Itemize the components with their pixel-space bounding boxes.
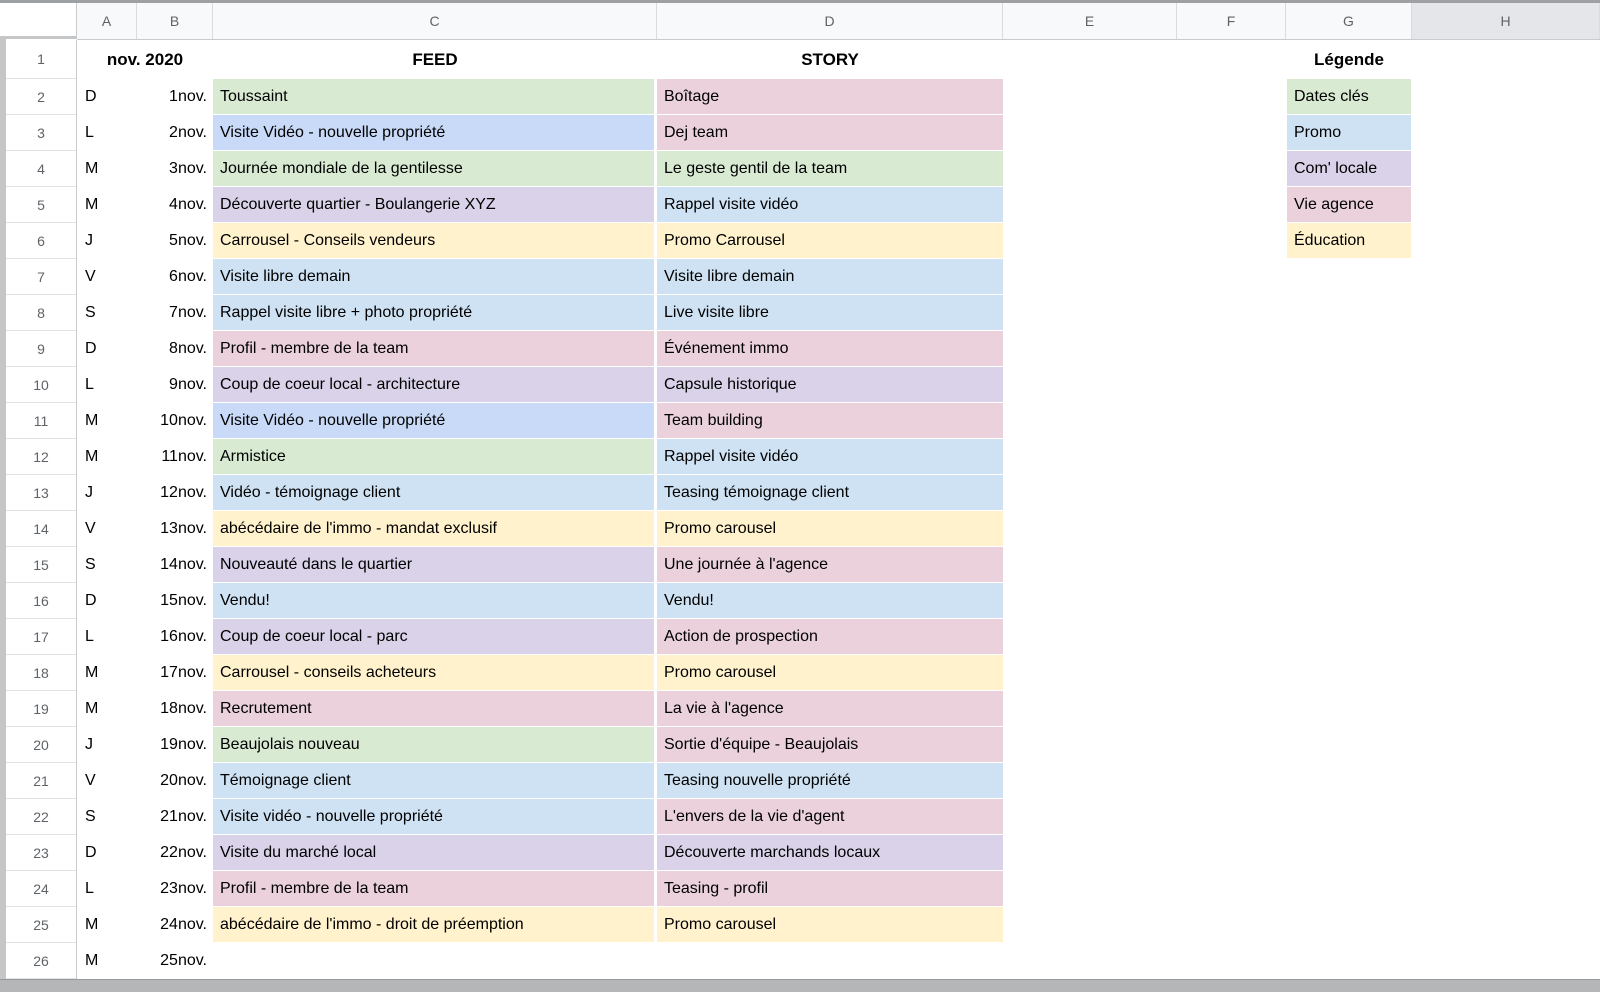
cell-feed-header[interactable]: FEED — [412, 49, 458, 69]
sheet-row-2 — [77, 79, 1003, 115]
cell-story-18[interactable] — [657, 655, 1003, 691]
cell-date-22[interactable]: 21nov. — [160, 808, 207, 825]
row-number-3[interactable]: 3 — [6, 115, 76, 151]
cell-date-23[interactable]: 22nov. — [160, 844, 207, 861]
feed-fill-13: Vidéo - témoignage client — [213, 475, 654, 510]
cell-date-8[interactable]: 7nov. — [169, 304, 207, 321]
story-fill-19: La vie à l'agence — [657, 691, 1003, 726]
cell-story-5[interactable] — [657, 187, 1003, 223]
story-fill-7: Visite libre demain — [657, 259, 1003, 294]
sheet-row-10 — [77, 367, 1003, 403]
cell-story-22[interactable] — [657, 799, 1003, 835]
cell-story-15[interactable] — [657, 547, 1003, 583]
feed-fill-10: Coup de coeur local - architecture — [213, 367, 654, 402]
story-fill-21: Teasing nouvelle propriété — [657, 763, 1003, 798]
sheet-row-11 — [77, 403, 1003, 439]
feed-fill-23: Visite du marché local — [213, 835, 654, 870]
cell-feed-12[interactable] — [213, 439, 657, 475]
cell-legend-title[interactable]: Légende — [1314, 49, 1384, 69]
cell-date-20[interactable]: 19nov. — [160, 736, 207, 753]
story-fill-20: Sortie d'équipe - Beaujolais — [657, 727, 1003, 762]
column-header-F[interactable]: F — [1177, 3, 1286, 39]
feed-fill-17: Coup de coeur local - parc — [213, 619, 654, 654]
sheet-row-8 — [77, 295, 1003, 331]
feed-fill-22: Visite vidéo - nouvelle propriété — [213, 799, 654, 834]
feed-fill-12: Armistice — [213, 439, 654, 474]
cell-day-3[interactable]: L — [85, 124, 94, 141]
calendar-rows — [77, 79, 1003, 979]
cell-day-13[interactable]: J — [85, 484, 93, 501]
cell-date-14[interactable]: 13nov. — [160, 520, 207, 537]
story-fill-23: Découverte marchands locaux — [657, 835, 1003, 870]
row-number-7[interactable]: 7 — [6, 259, 76, 295]
cell-story-12[interactable] — [657, 439, 1003, 475]
story-fill-12: Rappel visite vidéo — [657, 439, 1003, 474]
column-header-C[interactable]: C — [213, 3, 657, 39]
cell-feed-6[interactable] — [213, 223, 657, 259]
column-header-H[interactable]: H — [1412, 3, 1600, 39]
cell-day-18[interactable]: M — [85, 664, 99, 681]
cell-story-2[interactable] — [657, 79, 1003, 115]
sheet-row-19 — [77, 691, 1003, 727]
sheet-row-6 — [77, 223, 1003, 259]
cell-date-25[interactable]: 24nov. — [160, 916, 207, 933]
cell-story-21[interactable] — [657, 763, 1003, 799]
cell-day-14[interactable]: V — [85, 520, 96, 537]
column-header-G[interactable]: G — [1286, 3, 1412, 39]
legend-item-3[interactable]: Com' locale — [1287, 151, 1411, 186]
row-number-5[interactable]: 5 — [6, 187, 76, 223]
sheet-row-5 — [77, 187, 1003, 223]
cell-feed-2[interactable] — [213, 79, 657, 115]
sheet-row-20 — [77, 727, 1003, 763]
cell-day-11[interactable]: M — [85, 412, 99, 429]
column-header-B[interactable]: B — [137, 3, 213, 39]
cell-date-21[interactable]: 20nov. — [160, 772, 207, 789]
sheet-row-1 — [77, 40, 1600, 79]
cell-day-6[interactable]: J — [85, 232, 93, 249]
cell-story-3[interactable] — [657, 115, 1003, 151]
column-header-E[interactable]: E — [1003, 3, 1177, 39]
cell-date-15[interactable]: 14nov. — [160, 556, 207, 573]
cell-day-8[interactable]: S — [85, 304, 96, 321]
row-number-6[interactable]: 6 — [6, 223, 76, 259]
cell-story-23[interactable] — [657, 835, 1003, 871]
feed-fill-6: Carrousel - Conseils vendeurs — [213, 223, 654, 258]
cell-day-5[interactable]: M — [85, 196, 99, 213]
cell-day-21[interactable]: V — [85, 772, 96, 789]
row-number-15[interactable]: 15 — [6, 547, 76, 583]
cell-day-22[interactable]: S — [85, 808, 96, 825]
cell-feed-3[interactable] — [213, 115, 657, 151]
cell-story-8[interactable] — [657, 295, 1003, 331]
cell-feed-14[interactable] — [213, 511, 657, 547]
row-number-25[interactable]: 25 — [6, 907, 76, 943]
cell-story-13[interactable] — [657, 475, 1003, 511]
feed-fill-15: Nouveauté dans le quartier — [213, 547, 654, 582]
sheet-row-4 — [77, 151, 1003, 187]
story-fill-6: Promo Carrousel — [657, 223, 1003, 258]
row-number-4[interactable]: 4 — [6, 151, 76, 187]
feed-fill-4: Journée mondiale de la gentilesse — [213, 151, 654, 186]
cell-story-17[interactable] — [657, 619, 1003, 655]
cell-day-12[interactable]: M — [85, 448, 99, 465]
row-number-21[interactable]: 21 — [6, 763, 76, 799]
cell-feed-24[interactable] — [213, 871, 657, 907]
story-fill-17: Action de prospection — [657, 619, 1003, 654]
column-header-A[interactable]: A — [77, 3, 137, 39]
feed-fill-7: Visite libre demain — [213, 259, 654, 294]
cell-date-2[interactable]: 1nov. — [169, 88, 207, 105]
feed-fill-24: Profil - membre de la team — [213, 871, 654, 906]
feed-fill-8: Rappel visite libre + photo propriété — [213, 295, 654, 330]
cell-feed-5[interactable] — [213, 187, 657, 223]
cell-feed-18[interactable] — [213, 655, 657, 691]
cell-feed-17[interactable] — [213, 619, 657, 655]
cell-day-4[interactable]: M — [85, 160, 99, 177]
cell-story-6[interactable] — [657, 223, 1003, 259]
story-fill-16: Vendu! — [657, 583, 1003, 618]
sheet-row-7 — [77, 259, 1003, 295]
legend-item-1[interactable]: Dates clés — [1287, 79, 1411, 114]
cell-day-25[interactable]: M — [85, 916, 99, 933]
cell-date-18[interactable]: 17nov. — [160, 664, 207, 681]
feed-fill-16: Vendu! — [213, 583, 654, 618]
story-fill-9: Événement immo — [657, 331, 1003, 366]
cell-story-16[interactable] — [657, 583, 1003, 619]
story-fill-4: Le geste gentil de la team — [657, 151, 1003, 186]
legend-item-2[interactable]: Promo — [1287, 115, 1411, 150]
sheet-row-14 — [77, 511, 1003, 547]
story-fill-22: L'envers de la vie d'agent — [657, 799, 1003, 834]
row-number-26[interactable]: 26 — [6, 943, 76, 979]
sheet-row-21 — [77, 763, 1003, 799]
sheet-row-18 — [77, 655, 1003, 691]
story-fill-2: Boîtage — [657, 79, 1003, 114]
row-number-13[interactable]: 13 — [6, 475, 76, 511]
cell-feed-10[interactable] — [213, 367, 657, 403]
cell-day-16[interactable]: D — [85, 592, 97, 609]
row-number-23[interactable]: 23 — [6, 835, 76, 871]
column-header-D[interactable]: D — [657, 3, 1003, 39]
cell-date-24[interactable]: 23nov. — [160, 880, 207, 897]
sheet-row-9 — [77, 331, 1003, 367]
story-fill-8: Live visite libre — [657, 295, 1003, 330]
cell-story-14[interactable] — [657, 511, 1003, 547]
story-fill-18: Promo carousel — [657, 655, 1003, 690]
feed-fill-20: Beaujolais nouveau — [213, 727, 654, 762]
cell-date-5[interactable]: 4nov. — [169, 196, 207, 213]
cell-date-10[interactable]: 9nov. — [169, 376, 207, 393]
cell-story-7[interactable] — [657, 259, 1003, 295]
feed-fill-3: Visite Vidéo - nouvelle propriété — [213, 115, 654, 150]
cell-story-20[interactable] — [657, 727, 1003, 763]
story-fill-15: Une journée à l'agence — [657, 547, 1003, 582]
cell-feed-9[interactable] — [213, 331, 657, 367]
feed-fill-21: Témoignage client — [213, 763, 654, 798]
row-number-1[interactable]: 1 — [6, 40, 76, 79]
cell-day-26[interactable]: M — [85, 952, 99, 969]
row-number-8[interactable]: 8 — [6, 295, 76, 331]
cell-day-9[interactable]: D — [85, 340, 97, 357]
cell-day-15[interactable]: S — [85, 556, 96, 573]
sheet-row-25 — [77, 907, 1003, 943]
row-number-18[interactable]: 18 — [6, 655, 76, 691]
cell-day-2[interactable]: D — [85, 88, 97, 105]
cell-feed-13[interactable] — [213, 475, 657, 511]
cell-day-7[interactable]: V — [85, 268, 96, 285]
sheet-row-26 — [77, 943, 1003, 979]
cell-story-4[interactable] — [657, 151, 1003, 187]
row-number-20[interactable]: 20 — [6, 727, 76, 763]
cell-feed-22[interactable] — [213, 799, 657, 835]
cell-feed-21[interactable] — [213, 763, 657, 799]
story-fill-24: Teasing - profil — [657, 871, 1003, 906]
cell-story-9[interactable] — [657, 331, 1003, 367]
row-number-16[interactable]: 16 — [6, 583, 76, 619]
cell-feed-25[interactable] — [213, 907, 657, 943]
cell-day-24[interactable]: L — [85, 880, 94, 897]
legend — [1287, 79, 1411, 259]
row-number-24[interactable]: 24 — [6, 871, 76, 907]
cell-feed-23[interactable] — [213, 835, 657, 871]
feed-fill-18: Carrousel - conseils acheteurs — [213, 655, 654, 690]
legend-item-4[interactable]: Vie agence — [1287, 187, 1411, 222]
sheet-row-17 — [77, 619, 1003, 655]
bottom-edge-strip — [0, 979, 1600, 992]
cell-date-3[interactable]: 2nov. — [169, 124, 207, 141]
story-fill-25: Promo carousel — [657, 907, 1003, 942]
feed-fill-25: abécédaire de l'immo - droit de préemption — [213, 907, 654, 942]
row-number-19[interactable]: 19 — [6, 691, 76, 727]
cell-feed-16[interactable] — [213, 583, 657, 619]
cell-feed-26[interactable] — [213, 943, 657, 979]
cell-story-25[interactable] — [657, 907, 1003, 943]
sheet-row-22 — [77, 799, 1003, 835]
cell-date-6[interactable]: 5nov. — [169, 232, 207, 249]
sheet-row-23 — [77, 835, 1003, 871]
row-number-2[interactable]: 2 — [6, 79, 76, 115]
cell-story-26[interactable] — [657, 943, 1003, 979]
cell-day-23[interactable]: D — [85, 844, 97, 861]
story-fill-10: Capsule historique — [657, 367, 1003, 402]
cell-date-7[interactable]: 6nov. — [169, 268, 207, 285]
sheet-row-16 — [77, 583, 1003, 619]
story-fill-13: Teasing témoignage client — [657, 475, 1003, 510]
row-number-11[interactable]: 11 — [6, 403, 76, 439]
story-fill-5: Rappel visite vidéo — [657, 187, 1003, 222]
cell-day-19[interactable]: M — [85, 700, 99, 717]
cell-date-4[interactable]: 3nov. — [169, 160, 207, 177]
story-fill-14: Promo carousel — [657, 511, 1003, 546]
story-fill-3: Dej team — [657, 115, 1003, 150]
feed-fill-14: abécédaire de l'immo - mandat exclusif — [213, 511, 654, 546]
select-all-corner[interactable] — [0, 3, 77, 39]
sheet-row-13 — [77, 475, 1003, 511]
cell-date-19[interactable]: 18nov. — [160, 700, 207, 717]
cell-date-12[interactable]: 11nov. — [161, 448, 207, 465]
row-number-gutter — [6, 40, 77, 979]
sheet-row-15 — [77, 547, 1003, 583]
cell-feed-7[interactable] — [213, 259, 657, 295]
sheet-row-24 — [77, 871, 1003, 907]
story-fill-11: Team building — [657, 403, 1003, 438]
cell-date-9[interactable]: 8nov. — [169, 340, 207, 357]
feed-fill-5: Découverte quartier - Boulangerie XYZ — [213, 187, 654, 222]
row-number-10[interactable]: 10 — [6, 367, 76, 403]
feed-fill-9: Profil - membre de la team — [213, 331, 654, 366]
row-number-17[interactable]: 17 — [6, 619, 76, 655]
row-number-14[interactable]: 14 — [6, 511, 76, 547]
sheet-row-12 — [77, 439, 1003, 475]
legend-item-5[interactable]: Éducation — [1287, 223, 1411, 258]
column-header-bar — [77, 3, 1600, 40]
cell-feed-19[interactable] — [213, 691, 657, 727]
feed-fill-19: Recrutement — [213, 691, 654, 726]
cell-date-26[interactable]: 25nov. — [160, 952, 207, 969]
feed-fill-2: Toussaint — [213, 79, 654, 114]
cell-feed-8[interactable] — [213, 295, 657, 331]
sheet-row-3 — [77, 115, 1003, 151]
row-number-9[interactable]: 9 — [6, 331, 76, 367]
row-number-12[interactable]: 12 — [6, 439, 76, 475]
feed-fill-11: Visite Vidéo - nouvelle propriété — [213, 403, 654, 438]
cell-date-17[interactable]: 16nov. — [160, 628, 207, 645]
cell-story-header[interactable]: STORY — [801, 49, 859, 69]
cell-story-19[interactable] — [657, 691, 1003, 727]
cell-feed-11[interactable] — [213, 403, 657, 439]
cell-date-13[interactable]: 12nov. — [160, 484, 207, 501]
cell-story-11[interactable] — [657, 403, 1003, 439]
cell-day-17[interactable]: L — [85, 628, 94, 645]
cell-date-11[interactable]: 10nov. — [160, 412, 207, 429]
cell-story-10[interactable] — [657, 367, 1003, 403]
cell-month-title[interactable]: nov. 2020 — [106, 49, 184, 69]
cell-story-24[interactable] — [657, 871, 1003, 907]
cell-day-20[interactable]: J — [85, 736, 93, 753]
cell-day-10[interactable]: L — [85, 376, 94, 393]
cell-feed-15[interactable] — [213, 547, 657, 583]
row-number-22[interactable]: 22 — [6, 799, 76, 835]
cell-date-16[interactable]: 15nov. — [160, 592, 207, 609]
cell-feed-4[interactable] — [213, 151, 657, 187]
cell-feed-20[interactable] — [213, 727, 657, 763]
